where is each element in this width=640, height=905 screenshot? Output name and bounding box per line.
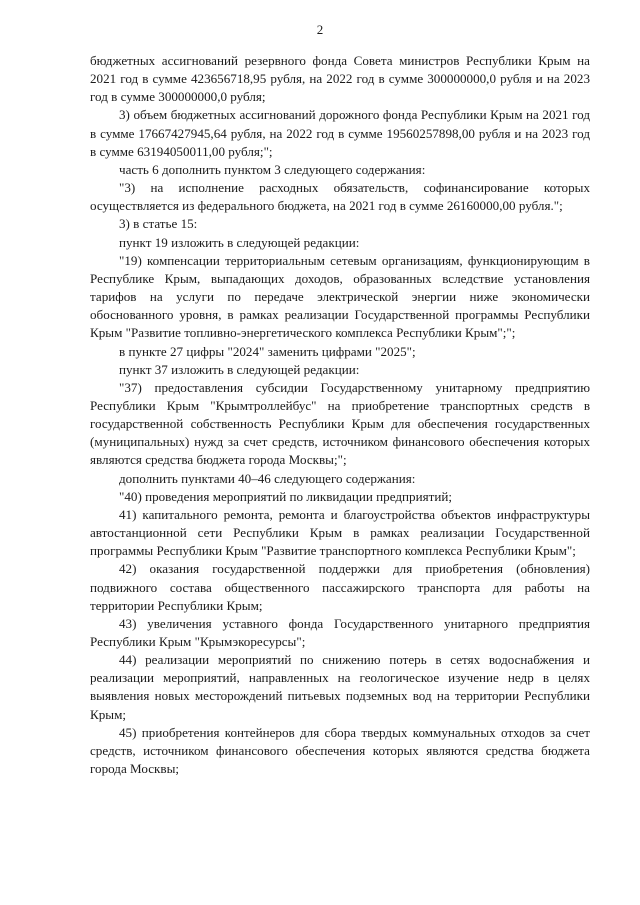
paragraph: в пункте 27 цифры "2024" заменить цифрами "2025"; bbox=[119, 343, 416, 359]
paragraph: "37) предоставления субсидии Государственному унитарному предприятию Республики Крым "Крымтроллейбус" на приобретение транспортных средств в государственной собственность Республики Крым для обеспечения государственных (муниципальных) нужд за счет средств, источником финансового обеспечения которых являются средства бюджета города Москвы;"; bbox=[90, 379, 590, 468]
paragraph: пункт 19 изложить в следующей редакции: bbox=[119, 234, 360, 250]
paragraph: "3) на исполнение расходных обязательств, софинансирование которых осуществляется из федерального бюджета, на 2021 год в сумме 26160000,00 рубля."; bbox=[90, 180, 590, 214]
paragraph: 44) реализации мероприятий по снижению потерь в сетях водоснабжения и реализации мероприятий, направленных на геологическое изучение недр в целях выявления новых месторождений питьевых подземных вод на территории Республики Крым; bbox=[90, 652, 590, 722]
paragraph: "19) компенсации территориальным сетевым организациям, функционирующим в Республике Крым, выпадающих доходов, образованных вследствие установления тарифов на услуги по передаче электрической энергии ниже экономически обоснованного уровня, в рамках реализации Государственной программы Республики Крым "Развитие топливно-энергетического комплекса Республики Крым";"; bbox=[90, 252, 590, 341]
document-body bbox=[90, 52, 590, 778]
paragraph: 3) в статье 15: bbox=[119, 216, 198, 232]
paragraph: бюджетных ассигнований резервного фонда Совета министров Республики Крым на 2021 год в сумме 423656718,95 рубля, на 2022 год в сумме 300000000,0 рубля и на 2023 год в сумме 300000000,0 рубля; bbox=[90, 53, 590, 105]
paragraph: пункт 37 изложить в следующей редакции: bbox=[119, 361, 360, 377]
paragraph: дополнить пунктами 40–46 следующего содержания: bbox=[119, 470, 416, 486]
paragraph: "40) проведения мероприятий по ликвидации предприятий; bbox=[119, 488, 452, 504]
paragraph: 41) капитального ремонта, ремонта и благоустройства объектов инфраструктуры автостанционной сети Республики Крым в рамках реализации Государственной программы Республики Крым "Развитие транспортного комплекса Республики Крым"; bbox=[90, 506, 590, 559]
paragraph: 45) приобретения контейнеров для сбора твердых коммунальных отходов за счет средств, источником финансового обеспечения которых являются средства бюджета города Москвы; bbox=[90, 724, 590, 777]
paragraph: 43) увеличения уставного фонда Государственного унитарного предприятия Республики Крым "Крымэкоресурсы"; bbox=[90, 615, 590, 649]
paragraph: 42) оказания государственной поддержки для приобретения (обновления) подвижного состава общественного пассажирского транспорта для работы на территории Республики Крым; bbox=[90, 561, 590, 613]
page-number: 2 bbox=[316, 22, 324, 37]
paragraph: часть 6 дополнить пунктом 3 следующего содержания: bbox=[119, 161, 426, 177]
paragraph: 3) объем бюджетных ассигнований дорожного фонда Республики Крым на 2021 год в сумме 17667427945,64 рубля, на 2022 год в сумме 19560257898,00 рубля и на 2023 год в сумме 63194050011,00 рубля;"; bbox=[90, 107, 590, 159]
